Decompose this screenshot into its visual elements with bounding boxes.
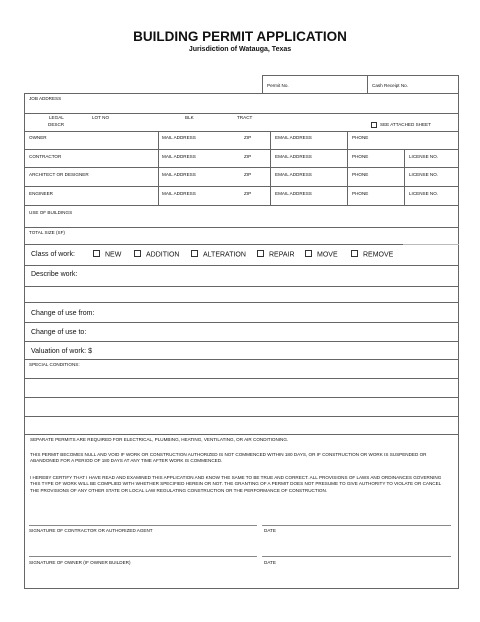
divider <box>367 75 368 93</box>
class-option-addition[interactable] <box>134 251 179 258</box>
addition-label: ADDITION <box>146 251 180 259</box>
move-label: MOVE <box>317 251 338 259</box>
remove-label: REMOVE <box>363 251 394 259</box>
change-to-input[interactable] <box>92 327 450 337</box>
owner-signature-input[interactable] <box>30 544 255 554</box>
phone-label: PHONE <box>352 172 369 177</box>
phone-label: PHONE <box>352 154 369 159</box>
move-checkbox[interactable] <box>305 250 312 257</box>
divider <box>262 75 263 93</box>
mail-address-label: MAIL ADDRESS <box>162 191 196 196</box>
divider <box>24 378 459 379</box>
describe-work-input[interactable] <box>85 269 450 279</box>
divider <box>404 149 405 205</box>
divider <box>24 434 459 435</box>
job-address-label: JOB ADDRESS <box>29 96 62 101</box>
license-no-label: LICENSE NO. <box>409 154 439 159</box>
zip-label: ZIP <box>244 172 252 177</box>
use-of-buildings-label: USE OF BUILDINGS <box>29 210 73 215</box>
class-option-move[interactable] <box>305 251 338 258</box>
valuation-label: Valuation of work: $ <box>31 348 92 355</box>
contractor-signature-label: SIGNATURE OF CONTRACTOR OR AUTHORIZED AGENT <box>29 528 153 533</box>
class-option-alteration[interactable] <box>191 251 246 258</box>
date-label: DATE <box>264 560 276 565</box>
lot-no-label: LOT NO <box>92 115 110 120</box>
job-address-input[interactable] <box>70 95 450 104</box>
mail-address-label: MAIL ADDRESS <box>162 135 196 140</box>
phone-label: PHONE <box>352 135 369 140</box>
divider <box>24 416 459 417</box>
special-conditions-label: SPECIAL CONDITIONS: <box>29 362 80 367</box>
describe-work-label: Describe work: <box>31 271 78 278</box>
signature-line <box>29 525 257 526</box>
divider <box>24 286 459 287</box>
divider <box>24 113 459 114</box>
total-size-label: TOTAL SIZE (SF) <box>29 230 65 235</box>
mail-address-label: MAIL ADDRESS <box>162 172 196 177</box>
phone-label: PHONE <box>352 191 369 196</box>
alteration-checkbox[interactable] <box>191 250 198 257</box>
divider <box>24 265 459 266</box>
email-address-label: EMAIL ADDRESS <box>275 172 312 177</box>
repair-label: REPAIR <box>269 251 295 259</box>
new-checkbox[interactable] <box>93 250 100 257</box>
certification-notice: I HEREBY CERTIFY THAT I HAVE READ AND EXAMINED THIS APPLICATION AND KNOW THE SAME TO BE TRUE AND CORRECT. ALL PROVISIONS OF LAWS AND ORDINANCES GOVERNING THIS TYPE OF WORK WILL BE COMPLIED WITH WHETHER SPECIFIED HEREIN OR NOT. THE GRANTING OF A PERMIT DOES NOT PRESUME TO GIVE AUTHORITY TO VIOLATE OR CANCEL THE PROVISIONS OF ANY OTHER STATE OR LOCAL LAW REGULATING CONSTRUCTION OR THE PERFORMANCE OF CONSTRUCTION. <box>30 475 442 493</box>
divider <box>270 131 271 205</box>
null-void-notice: THIS PERMIT BECOMES NULL AND VOID IF WORK OR CONSTRUCTION AUTHORIZED IS NOT COMMENCED WITHIN 180 DAYS, OR IF CONSTRUCTION OR WORK IS SUSPENDED OR ABANDONED FOR A PERIOD OF 180 DAYS AT ANY TIME AFTER WORK IS COMMENCED. <box>30 452 427 464</box>
form-subtitle: Jurisdiction of Watauga, Texas <box>188 46 292 53</box>
email-address-label: EMAIL ADDRESS <box>275 154 312 159</box>
divider <box>24 93 459 94</box>
form-bottom-border <box>24 588 459 589</box>
contractor-signature-input[interactable] <box>30 513 255 523</box>
tract-label: TRACT <box>237 115 253 120</box>
change-from-label: Change of use from: <box>31 310 95 317</box>
divider <box>24 186 459 187</box>
license-no-label: LICENSE NO. <box>409 172 439 177</box>
owner-date-input[interactable] <box>264 544 449 554</box>
divider <box>24 322 459 323</box>
email-address-label: EMAIL ADDRESS <box>275 191 312 196</box>
class-option-repair[interactable] <box>257 251 295 258</box>
divider <box>403 244 459 245</box>
divider <box>24 131 459 132</box>
legal-descr-label-2: DESCR <box>48 122 65 127</box>
see-attached-label: SEE ATTACHED SHEET <box>380 122 431 128</box>
valuation-input[interactable] <box>102 346 450 356</box>
signature-line <box>29 556 257 557</box>
form-right-border <box>458 75 459 588</box>
divider <box>24 205 459 206</box>
divider <box>24 341 459 342</box>
license-no-label: LICENSE NO. <box>409 191 439 196</box>
zip-label: ZIP <box>244 191 252 196</box>
form-title: BUILDING PERMIT APPLICATION <box>133 29 347 44</box>
separate-permits-notice: SEPARATE PERMITS ARE REQUIRED FOR ELECTRICAL, PLUMBING, HEATING, VENTILATING, OR AIR CONDITIONING. <box>30 437 289 442</box>
date-label: DATE <box>264 528 276 533</box>
change-from-input[interactable] <box>102 308 450 318</box>
alteration-label: ALTERATION <box>203 251 246 259</box>
zip-label: ZIP <box>244 154 252 159</box>
divider <box>262 75 458 76</box>
zip-label: ZIP <box>244 135 252 140</box>
total-size-input[interactable] <box>75 229 450 238</box>
divider <box>24 397 459 398</box>
use-of-buildings-input[interactable] <box>80 209 450 218</box>
date-line <box>262 556 451 557</box>
change-to-label: Change of use to: <box>31 329 87 336</box>
see-attached-option[interactable] <box>371 122 431 128</box>
divider <box>24 227 459 228</box>
divider <box>24 167 459 168</box>
permit-no-input[interactable] <box>300 81 362 90</box>
divider <box>24 302 459 303</box>
remove-checkbox[interactable] <box>351 250 358 257</box>
legal-descr-label: LEGAL <box>49 115 64 120</box>
contractor-date-input[interactable] <box>264 513 449 523</box>
owner-signature-label: SIGNATURE OF OWNER (IF OWNER BUILDER) <box>29 560 131 565</box>
permit-no-label: Permit No. <box>267 83 289 88</box>
divider <box>24 244 404 245</box>
architect-label: ARCHITECT OR DESIGNER <box>29 172 89 177</box>
class-option-new[interactable] <box>93 251 121 258</box>
divider <box>158 131 159 205</box>
see-attached-checkbox[interactable] <box>371 122 377 128</box>
divider <box>24 359 459 360</box>
class-option-remove[interactable] <box>351 251 393 258</box>
blk-label: BLK <box>185 115 194 120</box>
engineer-label: ENGINEER <box>29 191 53 196</box>
email-address-label: EMAIL ADDRESS <box>275 135 312 140</box>
divider <box>24 149 459 150</box>
date-line <box>262 525 451 526</box>
addition-checkbox[interactable] <box>134 250 141 257</box>
divider <box>347 131 348 205</box>
cash-receipt-no-label: Cash Receipt No. <box>372 83 409 88</box>
repair-checkbox[interactable] <box>257 250 264 257</box>
owner-label: OWNER <box>29 135 47 140</box>
cash-receipt-no-input[interactable] <box>418 81 456 90</box>
class-of-work-label: Class of work: <box>31 251 75 258</box>
new-label: NEW <box>105 251 122 259</box>
mail-address-label: MAIL ADDRESS <box>162 154 196 159</box>
contractor-label: CONTRACTOR <box>29 154 62 159</box>
